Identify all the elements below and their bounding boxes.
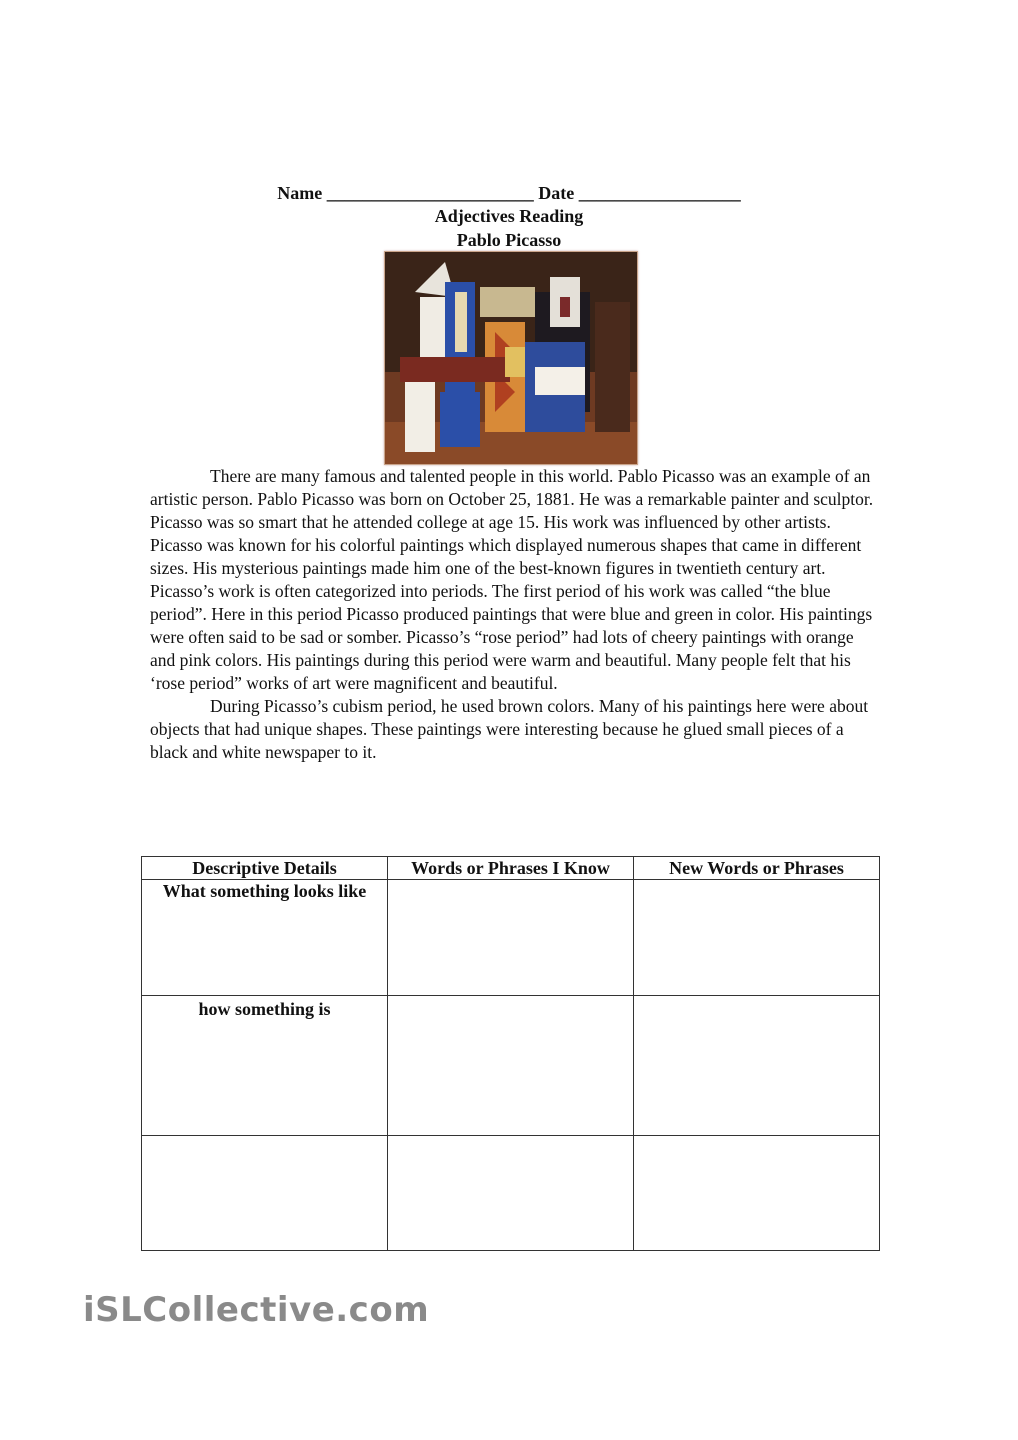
header-words-i-know: Words or Phrases I Know [388,857,634,880]
name-label: Name [277,183,323,203]
table-row [142,1136,880,1251]
passage-paragraph-1: There are many famous and talented people in this world. Pablo Picasso was an example of an artistic person. Pablo Picasso was born on October 25, 1881. He was a remarkable painter and sculptor. Picasso was so smart that he attended college at age 15. His work was influenced by other artists. Picasso was known for his colorful paintings which displayed numerous shapes that came in different sizes. His mysterious paintings made him one of the best-known figures in twentieth century art. [150,466,874,578]
worksheet-subtitle: Pablo Picasso [456,230,562,250]
answer-cell[interactable] [634,880,880,996]
answer-cell[interactable] [634,996,880,1136]
row-label-looks-like: What something looks like [142,880,388,996]
date-label: Date [538,183,575,203]
reading-passage [150,465,880,764]
table-row [142,996,880,1136]
name-date-line [0,182,1018,204]
table-row [142,880,880,996]
row-label-how-something-is: how something is [142,996,388,1136]
answer-cell[interactable] [388,1136,634,1251]
descriptive-details-table [141,856,880,1251]
name-field[interactable]: _______________________ [326,183,534,203]
passage-paragraph-2: Picasso’s work is often categorized into periods. The first period of his work was called “the blue period”. Here in this period Picasso produced paintings that were blue and green in color. His paintings were often said to be sad or somber. Picasso’s “rose period” had lots of cheery paintings with orange and pink colors. His paintings during this period were warm and beautiful. Many people felt that his ‘rose period” works of art were magnificent and beautiful. [150,581,873,693]
site-watermark: iSLCollective.com [83,1290,430,1330]
answer-cell[interactable] [634,1136,880,1251]
header-new-words: New Words or Phrases [634,857,880,880]
passage-paragraph-3: During Picasso’s cubism period, he used brown colors. Many of his paintings here were about objects that had unique shapes. These paintings were interesting because he glued small pieces of a black and white newspaper to it. [150,696,869,762]
picasso-painting-image [384,251,638,465]
answer-cell[interactable] [388,880,634,996]
row-label-empty[interactable] [142,1136,388,1251]
date-field[interactable]: __________________ [578,183,741,203]
table-header-row [142,857,880,880]
worksheet-title: Adjectives Reading [434,206,584,226]
header-descriptive-details: Descriptive Details [142,857,388,880]
answer-cell[interactable] [388,996,634,1136]
